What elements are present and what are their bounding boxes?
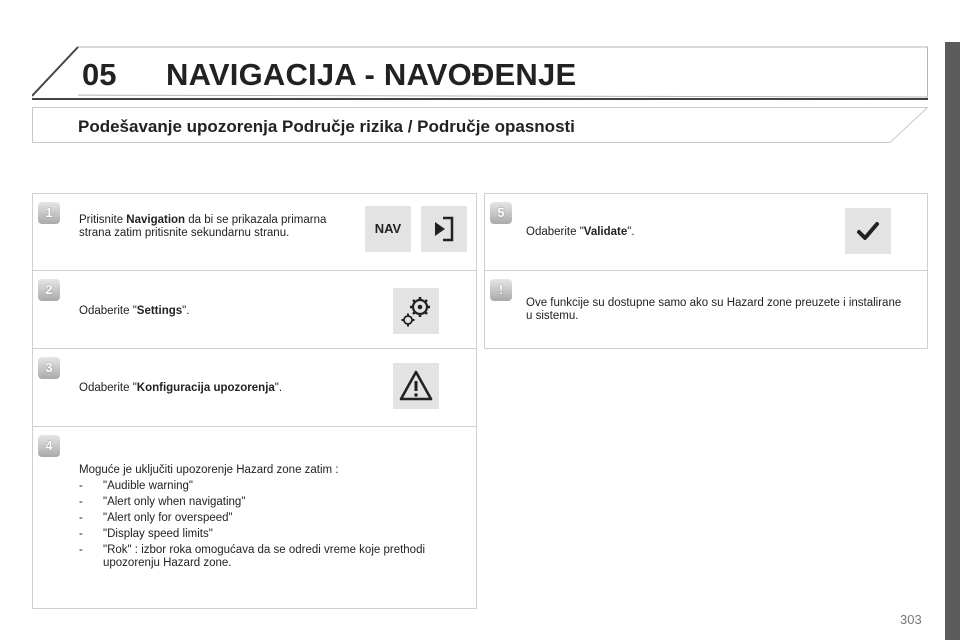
step-2-text-bold: Settings (136, 305, 183, 317)
option-display-speed-limits: "Display speed limits" (103, 528, 213, 540)
chapter-header (32, 44, 928, 100)
step-badge: 5 (490, 202, 512, 224)
option-dash: - (79, 528, 83, 540)
note-badge: ! (490, 279, 512, 301)
step-5-text-post: ". (627, 226, 635, 238)
step-3-text (79, 382, 379, 395)
step-3-text-pre: Odaberite " (79, 382, 137, 394)
warning-triangle-icon[interactable] (393, 363, 439, 409)
option-item (79, 480, 474, 493)
hazard-options-intro: Moguće je uključiti upozorenje Hazard zone zatim : (79, 464, 339, 476)
step-2-text (79, 305, 359, 318)
step-badge: 3 (38, 357, 60, 379)
step-5-text-bold: Validate (583, 226, 628, 238)
note-box (484, 270, 928, 349)
note-text: Ove funkcije su dostupne samo ako su Hazard zone preuzete i instalirane u sistemu. (526, 297, 902, 322)
nav-button-label: NAV (374, 221, 402, 236)
option-item (79, 496, 474, 509)
step-3-text-bold: Konfiguracija upozorenja (136, 382, 275, 394)
checkmark-icon[interactable] (845, 208, 891, 254)
step-2-text-pre: Odaberite " (79, 305, 137, 317)
step-2 (32, 270, 477, 349)
section-header (32, 107, 928, 143)
step-5-text (526, 226, 806, 239)
step-4 (32, 426, 477, 609)
page-forward-icon[interactable] (421, 206, 467, 252)
page-number: 303 (900, 612, 922, 627)
step-1-text-bold: Navigation (126, 214, 186, 226)
option-dash: - (79, 544, 83, 556)
option-audible-warning: "Audible warning" (103, 480, 193, 492)
step-3-text-post: ". (274, 382, 283, 394)
step-badge: 2 (38, 279, 60, 301)
step-3 (32, 348, 477, 427)
chapter-title: NAVIGACIJA - NAVOĐENJE (166, 57, 577, 92)
step-5-text-pre: Odaberite " (526, 226, 584, 238)
nav-button-icon[interactable] (365, 206, 411, 252)
option-dash: - (79, 480, 83, 492)
right-margin-bar (945, 42, 960, 640)
settings-gears-icon[interactable] (393, 288, 439, 334)
hazard-options (79, 464, 474, 570)
step-2-text-post: ". (182, 305, 190, 317)
step-1-text-pre: Pritisnite (79, 214, 127, 226)
step-1 (32, 193, 477, 271)
option-item (79, 544, 474, 570)
step-badge: 1 (38, 202, 60, 224)
step-1-text-post: da bi se prikazala primarna strana zatim pritisnite sekundarnu stranu. (79, 214, 327, 239)
option-alert-navigating: "Alert only when navigating" (103, 496, 246, 508)
option-item (79, 528, 474, 541)
option-alert-overspeed: "Alert only for overspeed" (103, 512, 233, 524)
step-badge: 4 (38, 435, 60, 457)
section-title: Podešavanje upozorenja Područje rizika / Područje opasnosti (78, 117, 575, 136)
step-1-text (79, 214, 339, 240)
option-item (79, 512, 474, 525)
option-dash: - (79, 496, 83, 508)
step-5 (484, 193, 928, 271)
chapter-number: 05 (82, 57, 117, 92)
option-dash: - (79, 512, 83, 524)
option-rok: "Rok" : izbor roka omogućava da se odredi vreme koje prethodi upozorenju Hazard zone. (103, 544, 426, 569)
